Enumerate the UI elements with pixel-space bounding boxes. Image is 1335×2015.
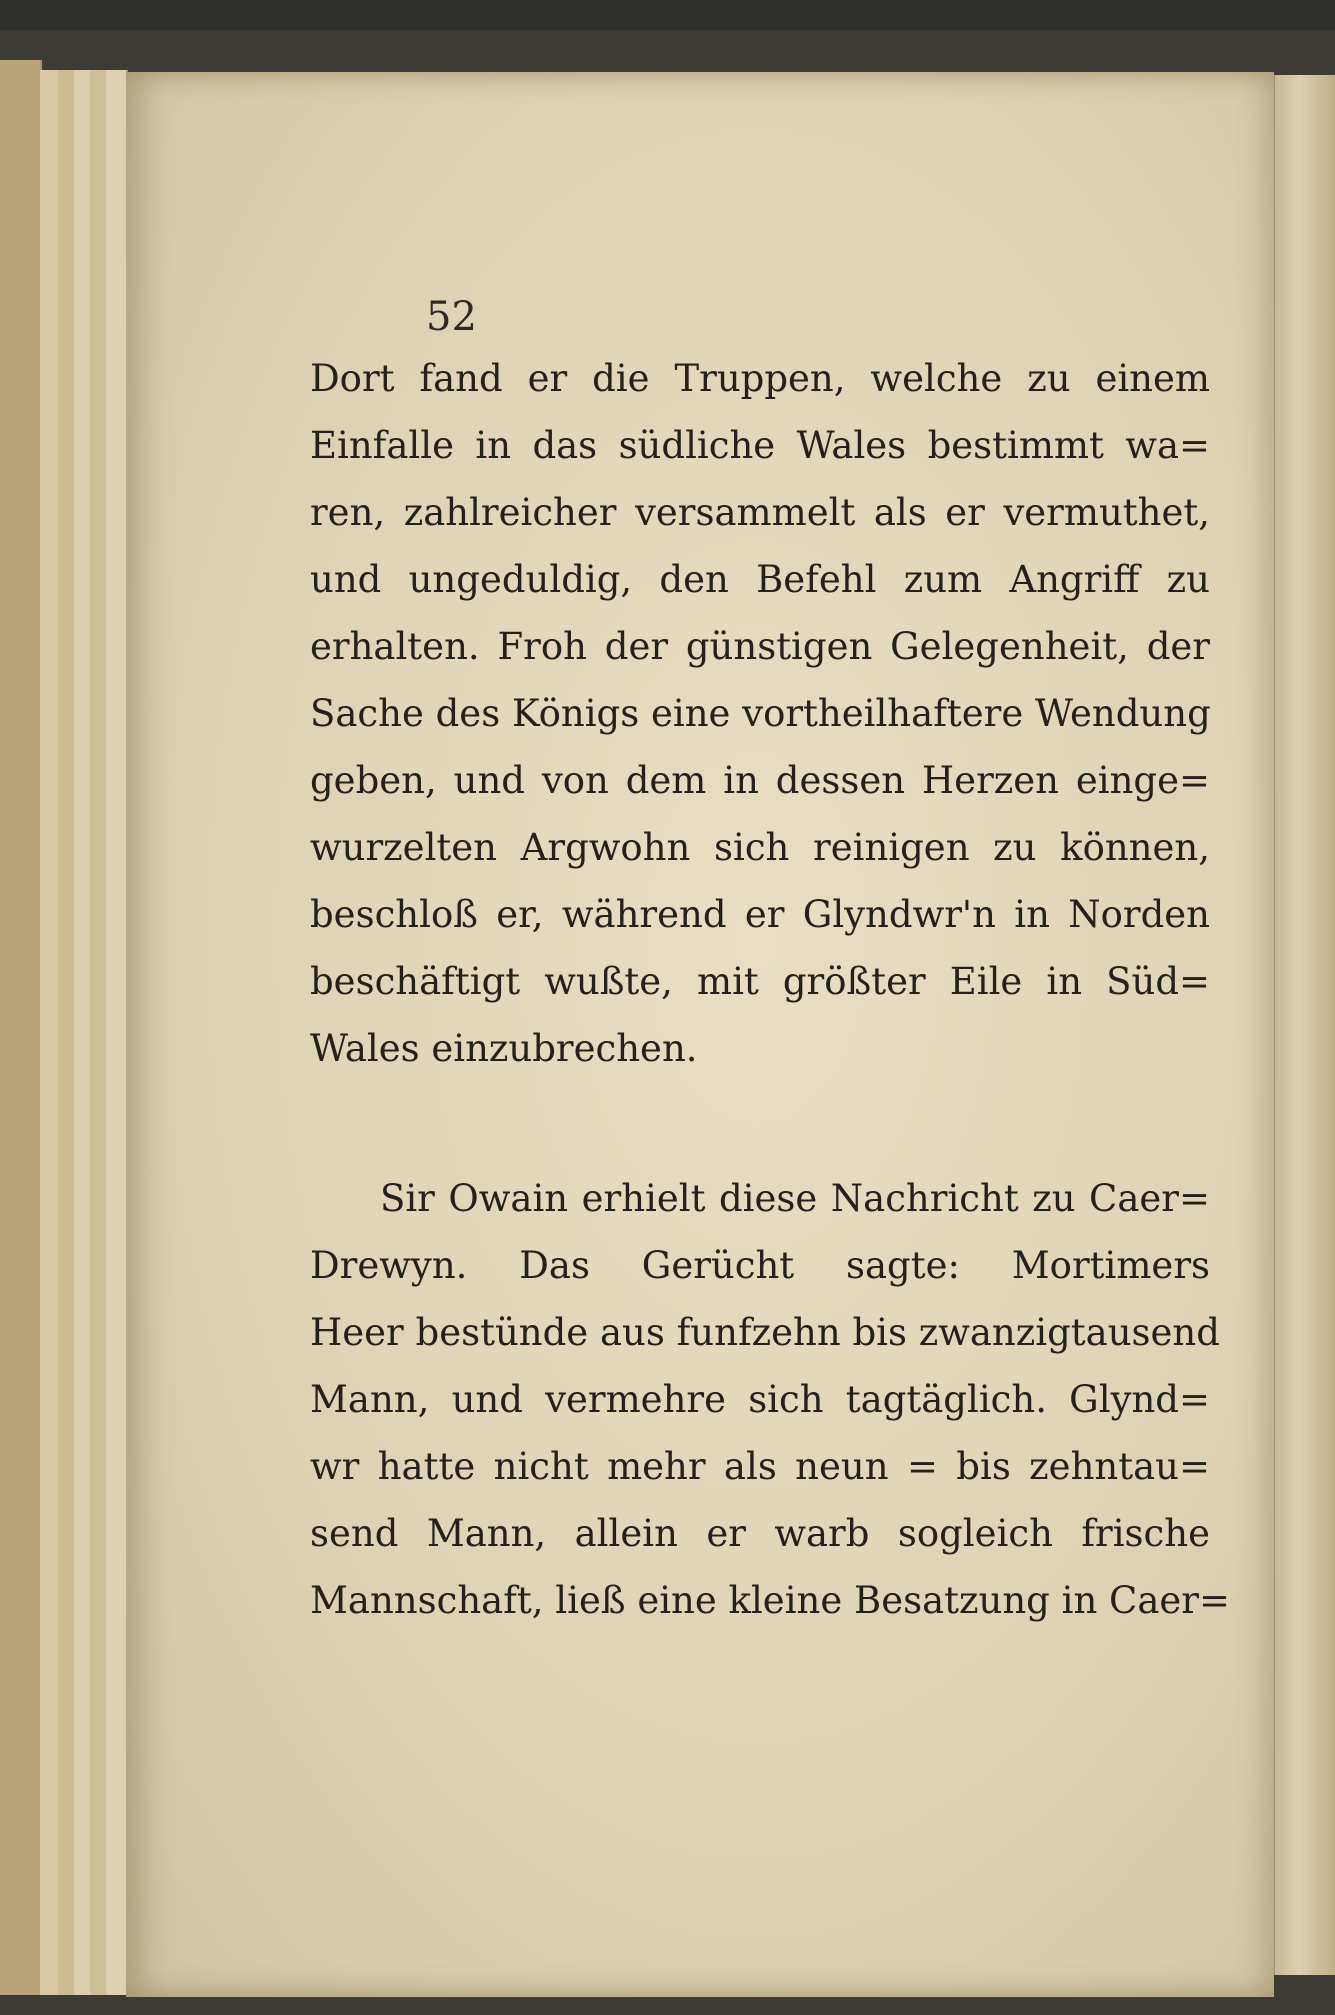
text-line: wr hatte nicht mehr als neun = bis zehntau= [310, 1445, 1210, 1488]
text-line: wurzelten Argwohn sich reinigen zu können, [310, 826, 1210, 869]
text-line: send Mann, allein er warb sogleich frische [310, 1512, 1210, 1555]
text-line: Einfalle in das südliche Wales bestimmt wa= [310, 424, 1210, 467]
text-line: ren, zahlreicher versammelt als er vermuthet, [310, 491, 1210, 534]
text-line: Drewyn. Das Gerücht sagte: Mortimers [310, 1244, 1210, 1287]
paragraph [310, 1165, 1230, 1634]
text-line: beschäftigt wußte, mit größter Eile in Süd= [310, 960, 1210, 1003]
text-line: Heer bestünde aus funfzehn bis zwanzigtausend [310, 1311, 1220, 1354]
text-line: Wales einzubrechen. [310, 1027, 698, 1070]
page-edge [106, 70, 128, 1995]
text-line: Mannschaft, ließ eine kleine Besatzung in Caer= [310, 1579, 1230, 1622]
text-line: Dort fand er die Truppen, welche zu einem [310, 357, 1210, 400]
text-line: Sir Owain erhielt diese Nachricht zu Caer= [380, 1177, 1210, 1220]
text-line: erhalten. Froh der günstigen Gelegenheit, der [310, 625, 1210, 668]
page-edge [40, 70, 60, 1995]
paragraph [310, 345, 1210, 1082]
text-line: Sache des Königs eine vortheilhaftere Wendung [310, 692, 1211, 735]
text-line: geben, und von dem in dessen Herzen einge= [310, 759, 1210, 802]
text-line: und ungeduldig, den Befehl zum Angriff zu [310, 558, 1210, 601]
right-page-stack [1273, 75, 1335, 1975]
text-line: beschloß er, während er Glyndwr'n in Norden [310, 893, 1210, 936]
text-line: Mann, und vermehre sich tagtäglich. Glynd= [310, 1378, 1210, 1421]
page-number: 52 [426, 294, 477, 340]
page-edge [0, 60, 42, 1995]
